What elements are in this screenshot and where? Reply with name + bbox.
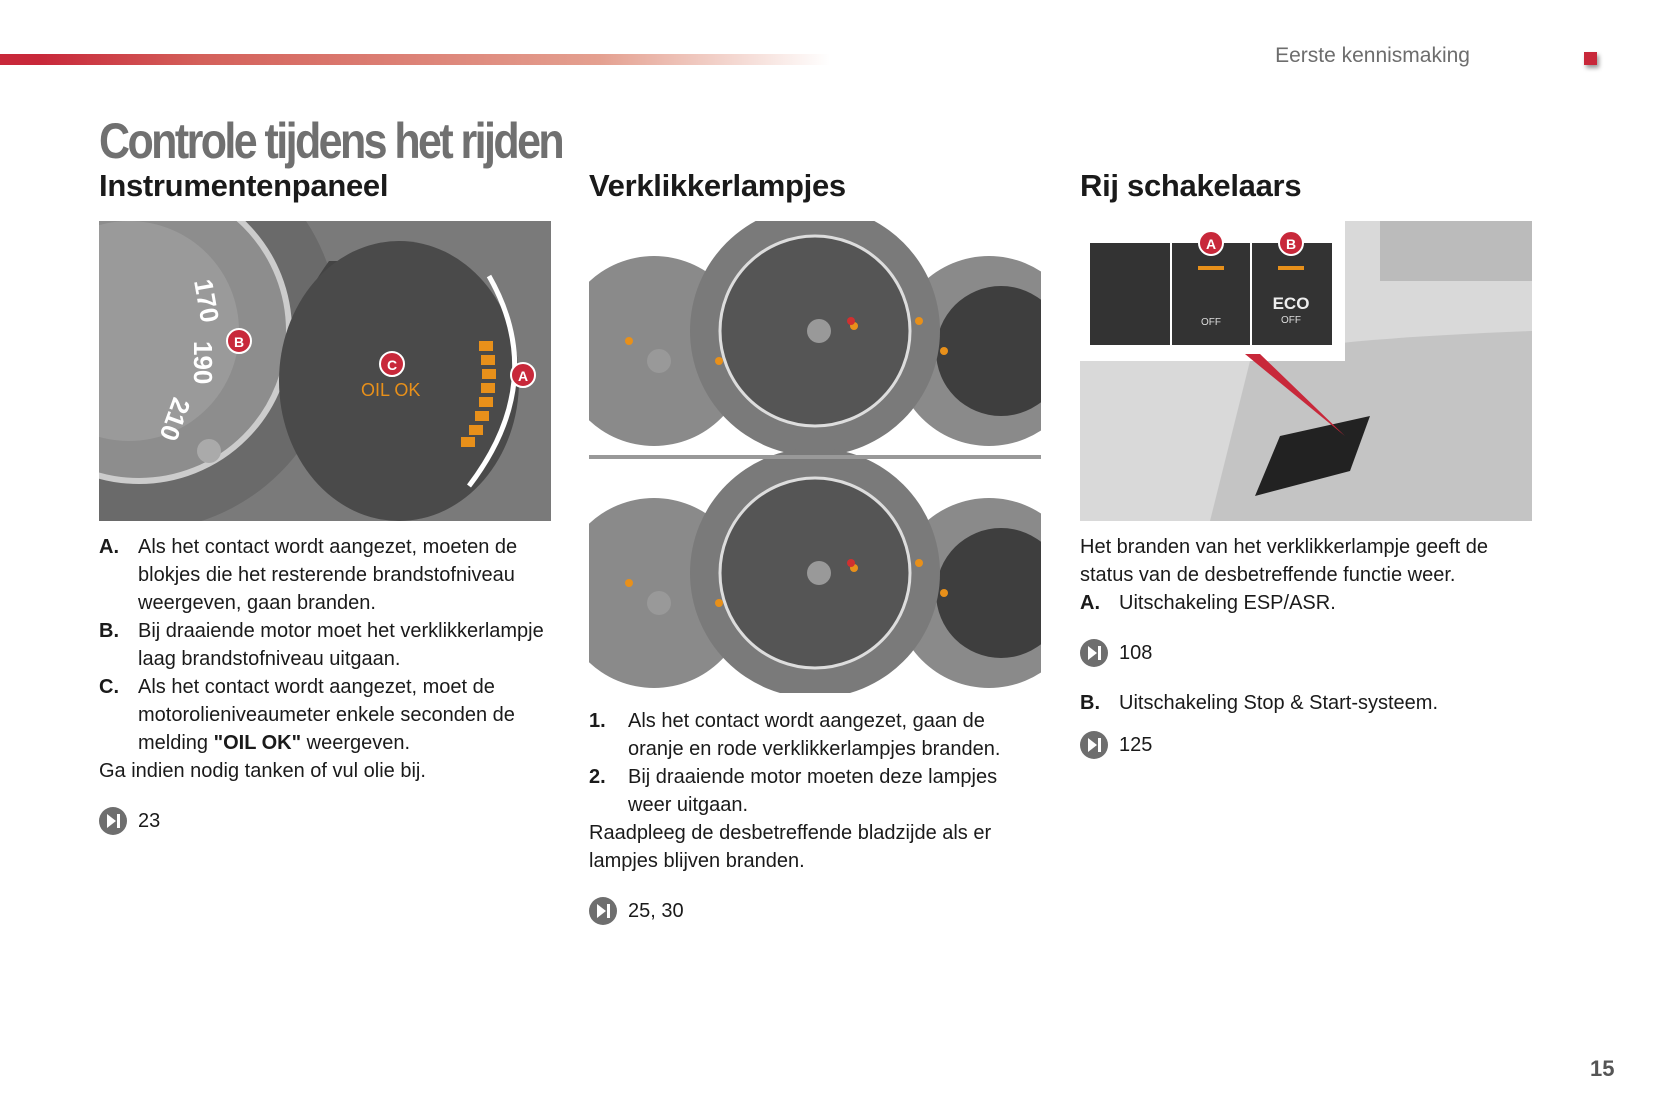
switches-image	[1080, 221, 1532, 521]
instrument-panel-image	[99, 221, 551, 521]
heading: Verklikkerlampjes	[589, 168, 846, 203]
off-label: OFF	[1281, 315, 1301, 326]
heading: Instrumentenpaneel	[99, 168, 389, 203]
needle-hub	[647, 591, 671, 615]
page-reference-icon	[1080, 639, 1108, 667]
warning-lamp	[625, 337, 633, 345]
note: Ga indien nodig tanken of vul olie bij.	[99, 760, 426, 782]
column-instrumentenpaneel	[99, 168, 551, 835]
page-title: Controle tijdens het rijden	[99, 113, 563, 169]
list-item: A. Uitschakeling ESP/ASR.	[1080, 592, 1336, 614]
heading: Rij schakelaars	[1080, 168, 1302, 203]
page-reference-link[interactable]: 125	[1080, 731, 1532, 759]
needle-hub	[647, 349, 671, 373]
divider	[589, 455, 1041, 459]
header-accent-bar	[0, 54, 830, 65]
list-item: A. Als het contact wordt aangezet, moeten de blokjes die het resterende brandstofniveau weergeven, gaan branden.	[99, 536, 518, 614]
list-item: C. Als het contact wordt aangezet, moet de motorolieniveaumeter enkele seconden de melding "OIL OK" weergeven.	[99, 676, 515, 754]
section-marker	[1584, 52, 1597, 65]
page-reference-link[interactable]: 25, 30	[589, 897, 1041, 925]
warning-lamp	[940, 347, 948, 355]
note: Raadpleeg de desbetreffende bladzijde als er lampjes blijven branden.	[589, 822, 992, 872]
callout-b: B	[233, 334, 245, 350]
gauge-label: 170	[188, 276, 226, 325]
needle-hub	[807, 561, 831, 585]
callout-a: A	[1205, 236, 1217, 252]
warning-lamp	[915, 559, 923, 567]
callout-a: A	[517, 368, 529, 384]
list-item: B. Uitschakeling Stop & Start-systeem.	[1080, 692, 1439, 714]
warning-lamp	[940, 589, 948, 597]
warning-lamps-image	[589, 221, 1041, 693]
callout-c: C	[386, 357, 398, 373]
oil-ok-label: OIL OK	[361, 380, 421, 400]
gauge-label: 190	[188, 341, 218, 385]
callout-b: B	[1285, 236, 1297, 252]
page-reference-link[interactable]: 23	[99, 807, 551, 835]
list-item: 1. Als het contact wordt aangezet, gaan de oranje en rode verklikkerlampjes branden.	[589, 710, 1001, 760]
page-reference-icon	[589, 897, 617, 925]
warning-lamp	[847, 317, 855, 325]
warning-lamp	[625, 579, 633, 587]
intro-text: Het branden van het verklikkerlampje geeft de status van de desbetreffende functie weer.	[1080, 536, 1489, 586]
column-verklikkerlampjes	[589, 168, 1041, 925]
column-rij-schakelaars	[1080, 168, 1532, 759]
eco-label: ECO	[1272, 294, 1310, 313]
page-number: 15	[1590, 1056, 1615, 1081]
page-reference-icon	[1080, 731, 1108, 759]
list-item: B. Bij draaiende motor moet het verklikkerlampje laag brandstofniveau uitgaan.	[99, 620, 544, 670]
off-label: OFF	[1201, 317, 1221, 328]
warning-lamp	[715, 599, 723, 607]
warning-lamp	[715, 357, 723, 365]
gauge-label: 210	[153, 393, 197, 445]
needle-hub	[807, 319, 831, 343]
warning-lamp	[915, 317, 923, 325]
page-reference-icon	[99, 807, 127, 835]
list-item: 2. Bij draaiende motor moeten deze lampjes weer uitgaan.	[589, 766, 998, 816]
warning-lamp	[847, 559, 855, 567]
page-reference-link[interactable]: 108	[1080, 639, 1532, 667]
section-title: Eerste kennismaking	[1275, 44, 1470, 67]
